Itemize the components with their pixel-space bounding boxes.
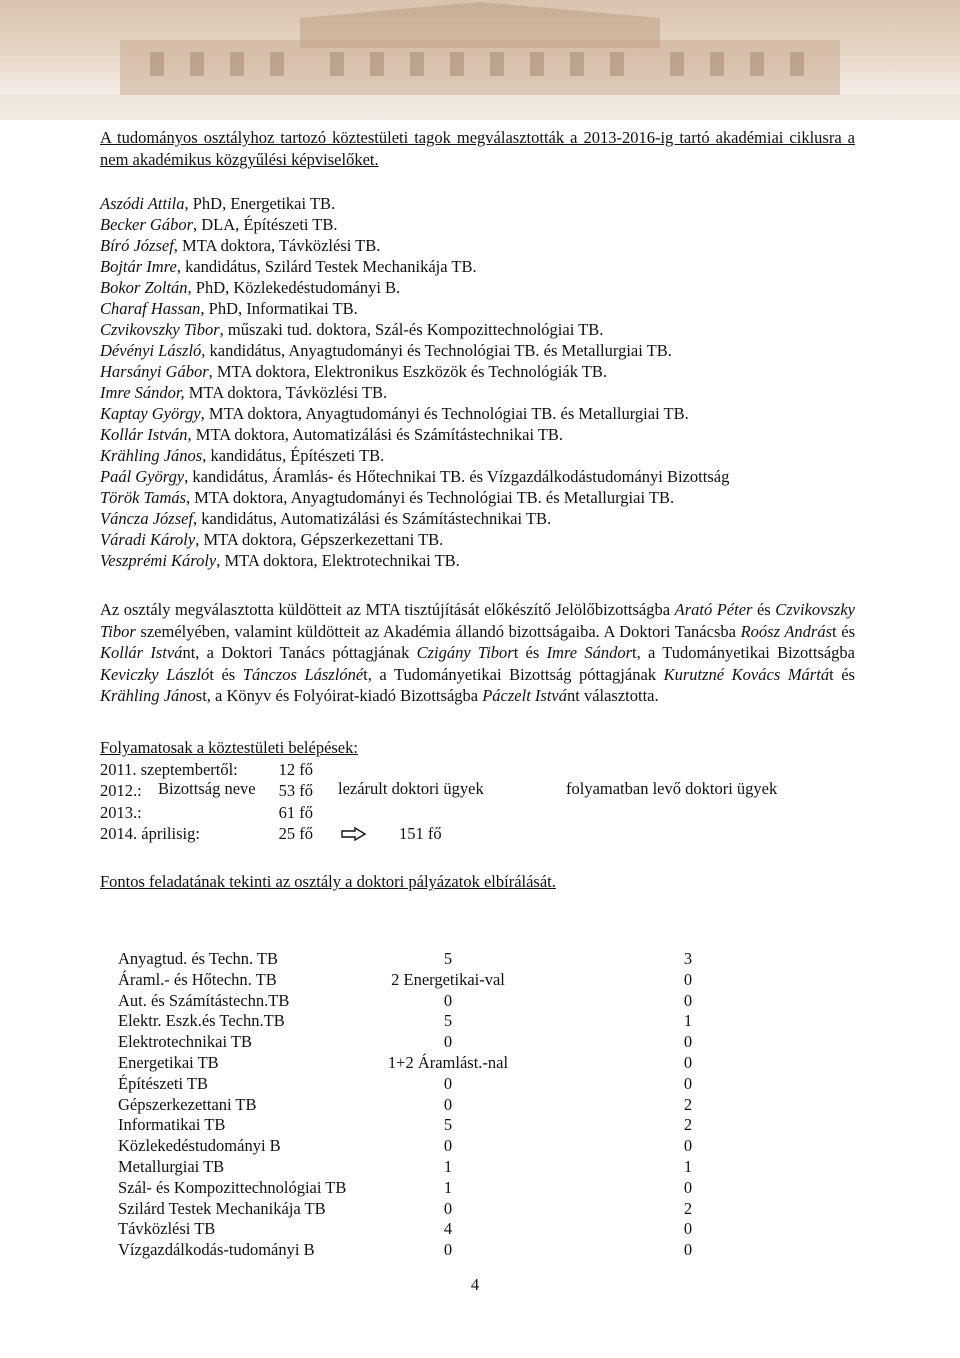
list-item: Charaf Hassan, PhD, Informatikai TB. xyxy=(100,299,358,318)
doctoral-table xyxy=(118,949,818,1261)
doctoral-heading: Fontos feladatának tekinti az osztály a doktori pályázatok elbírálását. xyxy=(100,871,556,891)
page-number: 4 xyxy=(470,1275,480,1294)
list-item: Bíró József, MTA doktora, Távközlési TB. xyxy=(100,236,381,255)
list-item: Aszódi Attila, PhD, Energetikai TB. xyxy=(100,194,336,213)
intro-text: A tudományos osztályhoz tartozó köztestületi tagok megválasztották a 2013-2016-ig tartó akadémiai ciklusra a nem akadémikus közgyűlési képviselőket. xyxy=(100,128,855,169)
list-item: Becker Gábor, DLA, Építészeti TB. xyxy=(100,215,338,234)
table-row: Informatikai TB 5 2 xyxy=(118,1115,693,1135)
list-item: 2012.: 53 fő xyxy=(100,781,313,801)
table-row: Közlekedéstudományi B 0 0 xyxy=(118,1136,693,1156)
list-item: Váradi Károly, MTA doktora, Gépszerkezettani TB. xyxy=(100,530,444,549)
list-item: Bokor Zoltán, PhD, Közlekedéstudományi B. xyxy=(100,278,401,297)
header-building-image xyxy=(0,0,960,120)
building-illustration xyxy=(0,0,960,120)
list-item: Imre Sándor, MTA doktora, Távközlési TB. xyxy=(100,383,388,402)
column-header-committee: Bizottság neve xyxy=(158,779,256,798)
table-header xyxy=(100,779,855,801)
list-item: Váncza József, kandidátus, Automatizálási és Számítástechnikai TB. xyxy=(100,509,552,528)
list-item: Czvikovszky Tibor, műszaki tud. doktora, Szál-és Kompozittechnológiai TB. xyxy=(100,320,604,339)
list-item: Veszprémi Károly, MTA doktora, Elektrotechnikai TB. xyxy=(100,551,460,570)
column-header-ongoing: folyamatban levő doktori ügyek xyxy=(566,779,778,798)
table-row: Áraml.- és Hőtechn. TB 2 Energetikai-val 0 xyxy=(118,969,693,989)
total-count: 151 fő xyxy=(399,824,442,844)
list-item: 2014. áprilisig: 25 fő 151 fő xyxy=(100,824,442,844)
table-row: Aut. és Számítástechn.TB 0 0 xyxy=(118,990,693,1010)
table-row: Anyagtud. és Techn. TB 5 3 xyxy=(118,949,693,968)
delegates-paragraph: Az osztály megválasztotta küldötteit az MTA tisztújítását előkészítő Jelölőbizottságba Arató Péter és Czvikovszky Tibor személyében, valamint küldötteit az Akadémia állandó bizottságaiba. A Doktori Tanácsba Roósz Andrást és Kollár Istvánt, a Doktori Tanács póttagjának Czigány Tibort és Imre Sándort, a Tudományetikai Bizottságba Keviczky Lászlót és Tánczos Lászlónét, a Tudományetikai Bizottság póttagjának Kurutzné Kovács Mártát és Krähling Jánost, a Könyv és Folyóirat-kiadó Bizottságba Páczelt Istvánt választotta. xyxy=(100,600,856,706)
table-row: Vízgazdálkodás-tudományi B 0 0 xyxy=(118,1240,693,1260)
table-row: Szilárd Testek Mechanikája TB 0 2 xyxy=(118,1198,693,1218)
list-item: 2013.: 61 fő xyxy=(100,802,313,822)
list-item: Kaptay György, MTA doktora, Anyagtudományi és Technológiai TB. és Metallurgiai TB. xyxy=(100,404,689,423)
arrow-right-icon xyxy=(313,823,399,845)
table-row: Építészeti TB 0 0 xyxy=(118,1073,693,1093)
list-item: Bojtár Imre, kandidátus, Szilárd Testek Mechanikája TB. xyxy=(100,257,477,276)
table-row: Szál- és Kompozittechnológiai TB 1 0 xyxy=(118,1177,693,1197)
list-item: Kollár István, MTA doktora, Automatizálási és Számítástechnikai TB. xyxy=(100,425,564,444)
list-item: 2011. szeptembertől: 12 fő xyxy=(100,759,313,779)
list-item: Török Tamás, MTA doktora, Anyagtudományi és Technológiai TB. és Metallurgiai TB. xyxy=(100,488,675,507)
column-header-closed: lezárult doktori ügyek xyxy=(338,779,484,798)
table-row: Távközlési TB 4 0 xyxy=(118,1219,693,1239)
table-row: Energetikai TB 1+2 Áramlást.-nal 0 xyxy=(118,1052,693,1072)
membership-heading: Folyamatosak a köztestületi belépések: xyxy=(100,737,358,757)
list-item: Dévényi László, kandidátus, Anyagtudományi és Technológiai TB. és Metallurgiai TB. xyxy=(100,341,672,360)
list-item: Paál György, kandidátus, Áramlás- és Hőtechnikai TB. és Vízgazdálkodástudományi Bizottság xyxy=(100,467,730,486)
membership-list xyxy=(100,759,855,845)
member-list xyxy=(100,193,855,571)
table-row: Elektrotechnikai TB 0 0 xyxy=(118,1032,693,1052)
table-row: Gépszerkezettani TB 0 2 xyxy=(118,1094,693,1114)
list-item: Harsányi Gábor, MTA doktora, Elektronikus Eszközök és Technológiák TB. xyxy=(100,362,607,381)
table-row: Elektr. Eszk.és Techn.TB 5 1 xyxy=(118,1011,693,1031)
table-row: Metallurgiai TB 1 1 xyxy=(118,1156,693,1176)
document-body xyxy=(100,127,855,892)
list-item: Krähling János, kandidátus, Építészeti TB. xyxy=(100,446,385,465)
